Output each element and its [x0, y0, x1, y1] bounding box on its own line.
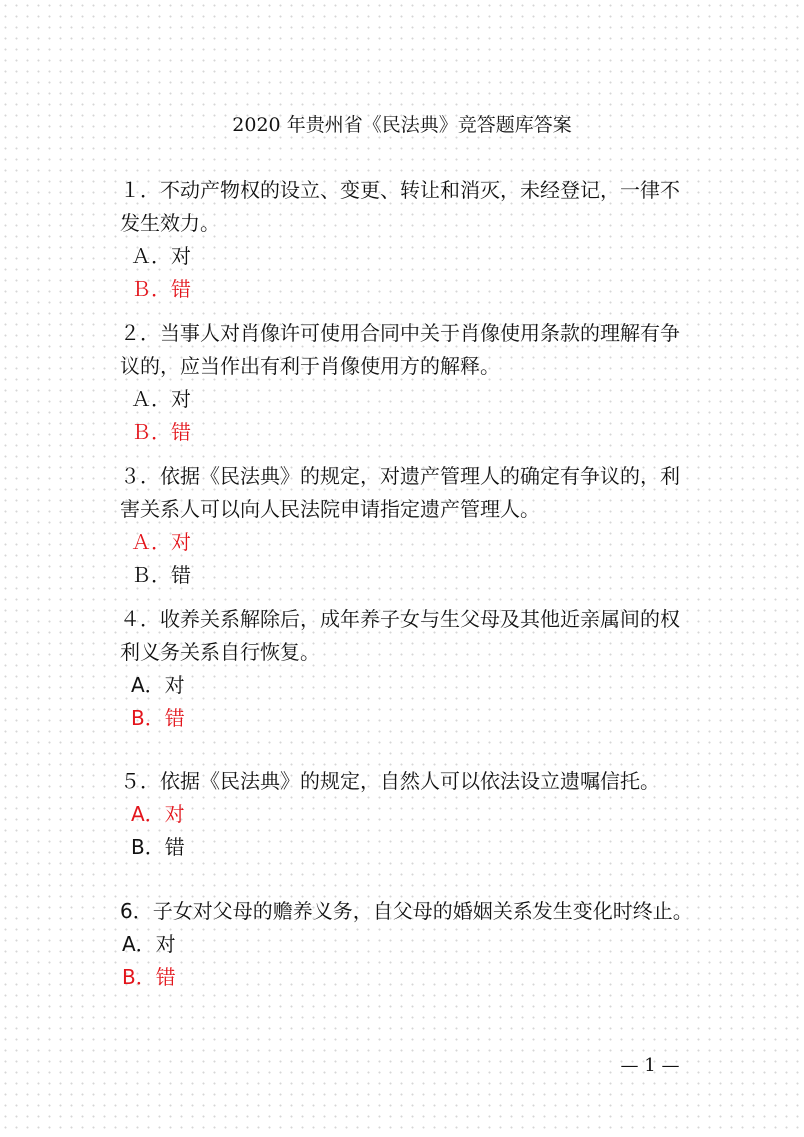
- question-4-stem: 收养关系解除后，成年养子女与生父母及其他近亲属间的权利义务关系自行恢复。: [120, 607, 680, 664]
- question-6-option-b: B．错: [122, 965, 176, 989]
- question-3: [120, 460, 695, 592]
- question-2-text: [120, 317, 695, 383]
- question-2-option-b: Ｂ．错: [131, 420, 191, 444]
- question-1-option-a: Ａ．对: [131, 244, 191, 268]
- question-4-option-a: A．对: [131, 673, 185, 697]
- page-number: — 1 —: [620, 1055, 680, 1076]
- question-1: [120, 174, 695, 306]
- question-6-stem: 子女对父母的赡养义务，自父母的婚姻关系发生变化时终止。: [152, 899, 693, 923]
- question-2: [120, 317, 695, 449]
- question-4-number: ４．: [120, 607, 160, 631]
- question-6-text: [120, 895, 695, 928]
- question-5-text: [120, 765, 695, 798]
- question-3-option-b: Ｂ．错: [131, 563, 191, 587]
- question-5: [120, 765, 695, 864]
- question-3-option-a: Ａ．对: [131, 530, 191, 554]
- question-1-option-b: Ｂ．错: [131, 277, 191, 301]
- question-2-number: ２．: [120, 321, 160, 345]
- question-3-stem: 依据《民法典》的规定，对遗产管理人的确定有争议的，利害关系人可以向人民法院申请指定遗产管理人。: [120, 464, 680, 521]
- question-1-text: [120, 174, 695, 240]
- question-5-stem: 依据《民法典》的规定，自然人可以依法设立遗嘱信托。: [160, 769, 660, 793]
- question-4: [120, 603, 695, 735]
- question-2-stem: 当事人对肖像许可使用合同中关于肖像使用条款的理解有争议的，应当作出有利于肖像使用方的解释。: [120, 321, 680, 378]
- page-title: 2020 年贵州省《民法典》竞答题库答案: [232, 114, 572, 136]
- question-3-text: [120, 460, 695, 526]
- question-4-option-b: B．错: [131, 706, 185, 730]
- question-6: [120, 895, 695, 994]
- question-4-text: [120, 603, 695, 669]
- question-6-number: 6．: [120, 899, 153, 923]
- question-2-option-a: Ａ．对: [131, 387, 191, 411]
- question-5-option-b: B．错: [131, 835, 185, 859]
- question-3-number: ３．: [120, 464, 160, 488]
- question-6-option-a: A．对: [122, 932, 176, 956]
- question-1-stem: 不动产物权的设立、变更、转让和消灭，未经登记，一律不发生效力。: [120, 178, 680, 235]
- question-5-number: ５．: [120, 769, 160, 793]
- question-5-option-a: A．对: [131, 802, 185, 826]
- question-1-number: １．: [120, 178, 160, 202]
